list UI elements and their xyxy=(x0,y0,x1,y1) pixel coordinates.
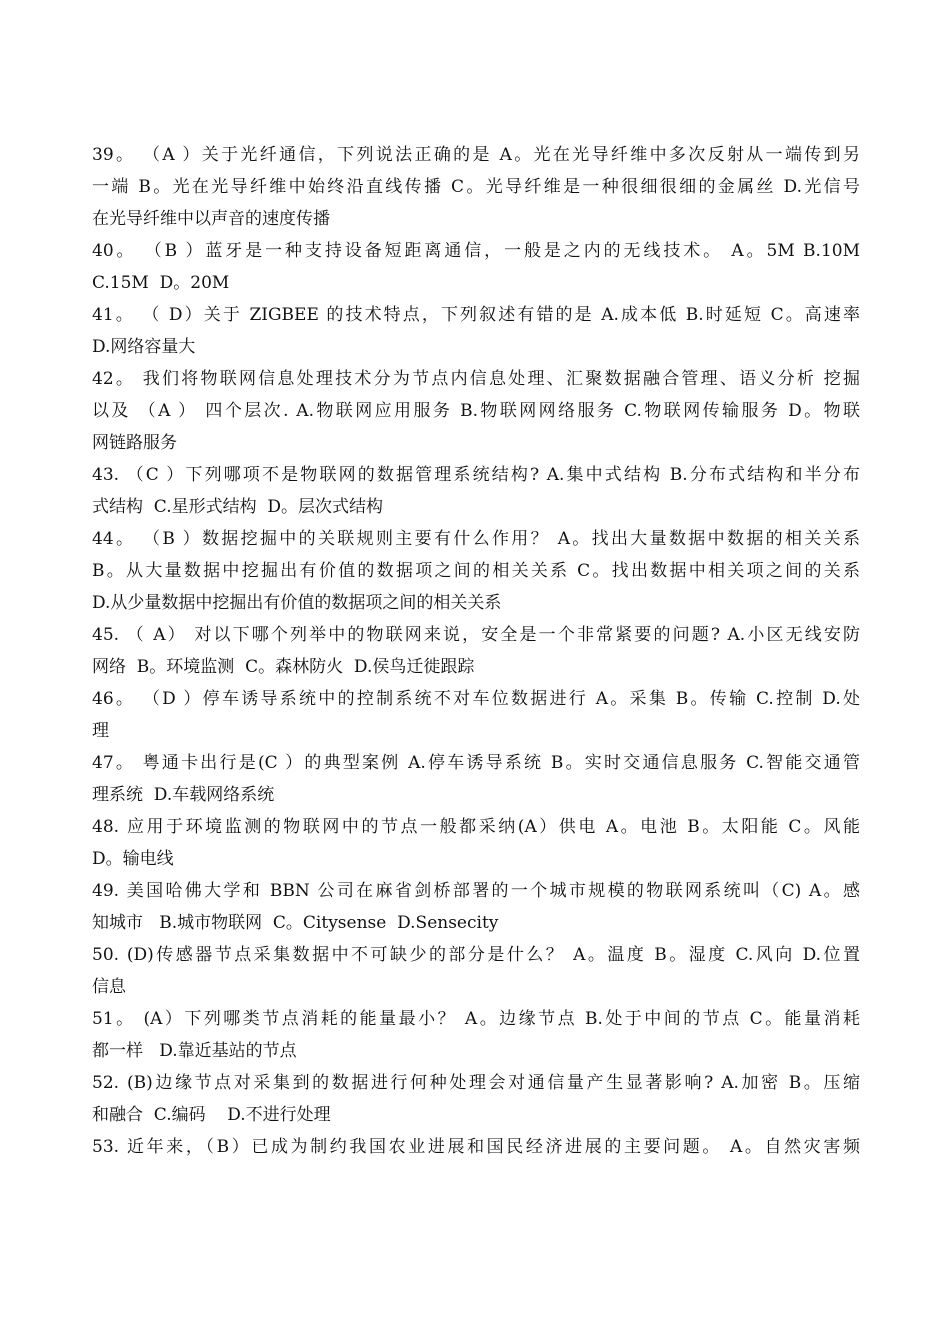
text-line: 知城市 B.城市物联网 C。Citysense D.Sensecity xyxy=(92,913,499,933)
text-line: 46。 （D ）停车诱导系统中的控制系统不对车位数据进行 A。采集 B。传输 C.控制 D.处 xyxy=(92,689,860,709)
text-line: 47。 粤通卡出行是(C ）的典型案例 A.停车诱导系统 B。实时交通信息服务 C.智能交通管 xyxy=(92,753,860,773)
text-line: 一端 B。光在光导纤维中始终沿直线传播 C。光导纤维是一种很细很细的金属丝 D.光信号 xyxy=(92,177,860,197)
text-line: 44。 （B ）数据挖掘中的关联规则主要有什么作用？ A。找出大量数据中数据的相关关系 xyxy=(92,529,860,549)
text-line: 网络 B。环境监测 C。森林防火 D.侯鸟迁徙跟踪 xyxy=(92,657,475,677)
text-line: D.从少量数据中挖掘出有价值的数据项之间的相关关系 xyxy=(92,593,502,613)
text-line: C.15M D。20M xyxy=(92,273,230,293)
text-line: 41。 （ D）关于 ZIGBEE 的技术特点，下列叙述有错的是 A.成本低 B.时延短 C。高速率 xyxy=(92,305,860,325)
text-line: 43. （C ）下列哪项不是物联网的数据管理系统结构? A.集中式结构 B.分布式结构和半分布 xyxy=(92,465,860,485)
text-line: 39。 （A ）关于光纤通信，下列说法正确的是 A。光在光导纤维中多次反射从一端传到另 xyxy=(92,145,860,165)
text-line: D.网络容量大 xyxy=(92,337,196,357)
text-line: 网链路服务 xyxy=(92,433,177,453)
text-line: 信息 xyxy=(92,977,126,997)
text-line: 和融合 C.编码 D.不进行处理 xyxy=(92,1105,331,1125)
text-line: 53. 近年来，（B）已成为制约我国农业进展和国民经济进展的主要问题。 A。自然灾害频 xyxy=(92,1137,860,1157)
text-line: 42。 我们将物联网信息处理技术分为节点内信息处理、汇聚数据融合管理、语义分析 挖掘 xyxy=(92,369,860,389)
text-line: 45. （ A） 对以下哪个列举中的物联网来说，安全是一个非常紧要的问题? A.小区无线安防 xyxy=(92,625,860,645)
text-line: 式结构 C.星形式结构 D。层次式结构 xyxy=(92,497,384,517)
text-line: 都一样 D.靠近基站的节点 xyxy=(92,1041,297,1061)
text-line: 理 xyxy=(92,721,109,741)
text-line: 48. 应用于环境监测的物联网中的节点一般都采纳(A）供电 A。电池 B。太阳能 C。风能 xyxy=(92,817,860,837)
text-line: 52. (B)边缘节点对采集到的数据进行何种处理会对通信量产生显著影响? A.加密 B。压缩 xyxy=(92,1073,860,1093)
text-line: D。输电线 xyxy=(92,849,174,869)
text-line: 51。 (A）下列哪类节点消耗的能量最小？ A。边缘节点 B.处于中间的节点 C。能量消耗 xyxy=(92,1009,860,1029)
text-line: 在光导纤维中以声音的速度传播 xyxy=(92,209,330,229)
text-line: 理系统 D.车载网络系统 xyxy=(92,785,275,805)
text-line: 40。 （B ）蓝牙是一种支持设备短距离通信，一般是之内的无线技术。 A。5M B.10M xyxy=(92,241,860,261)
text-line: 49. 美国哈佛大学和 BBN 公司在麻省剑桥部署的一个城市规模的物联网系统叫（C) A。感 xyxy=(92,881,860,901)
text-line: 以及 （A ） 四个层次. A.物联网应用服务 B.物联网网络服务 C.物联网传输服务 D。物联 xyxy=(92,401,860,421)
text-line: 50. (D)传感器节点采集数据中不可缺少的部分是什么？ A。温度 B。湿度 C.风向 D.位置 xyxy=(92,945,860,965)
text-line: B。从大量数据中挖掘出有价值的数据项之间的相关关系 C。找出数据中相关项之间的关系 xyxy=(92,561,860,581)
question-text-block xyxy=(92,139,860,1163)
